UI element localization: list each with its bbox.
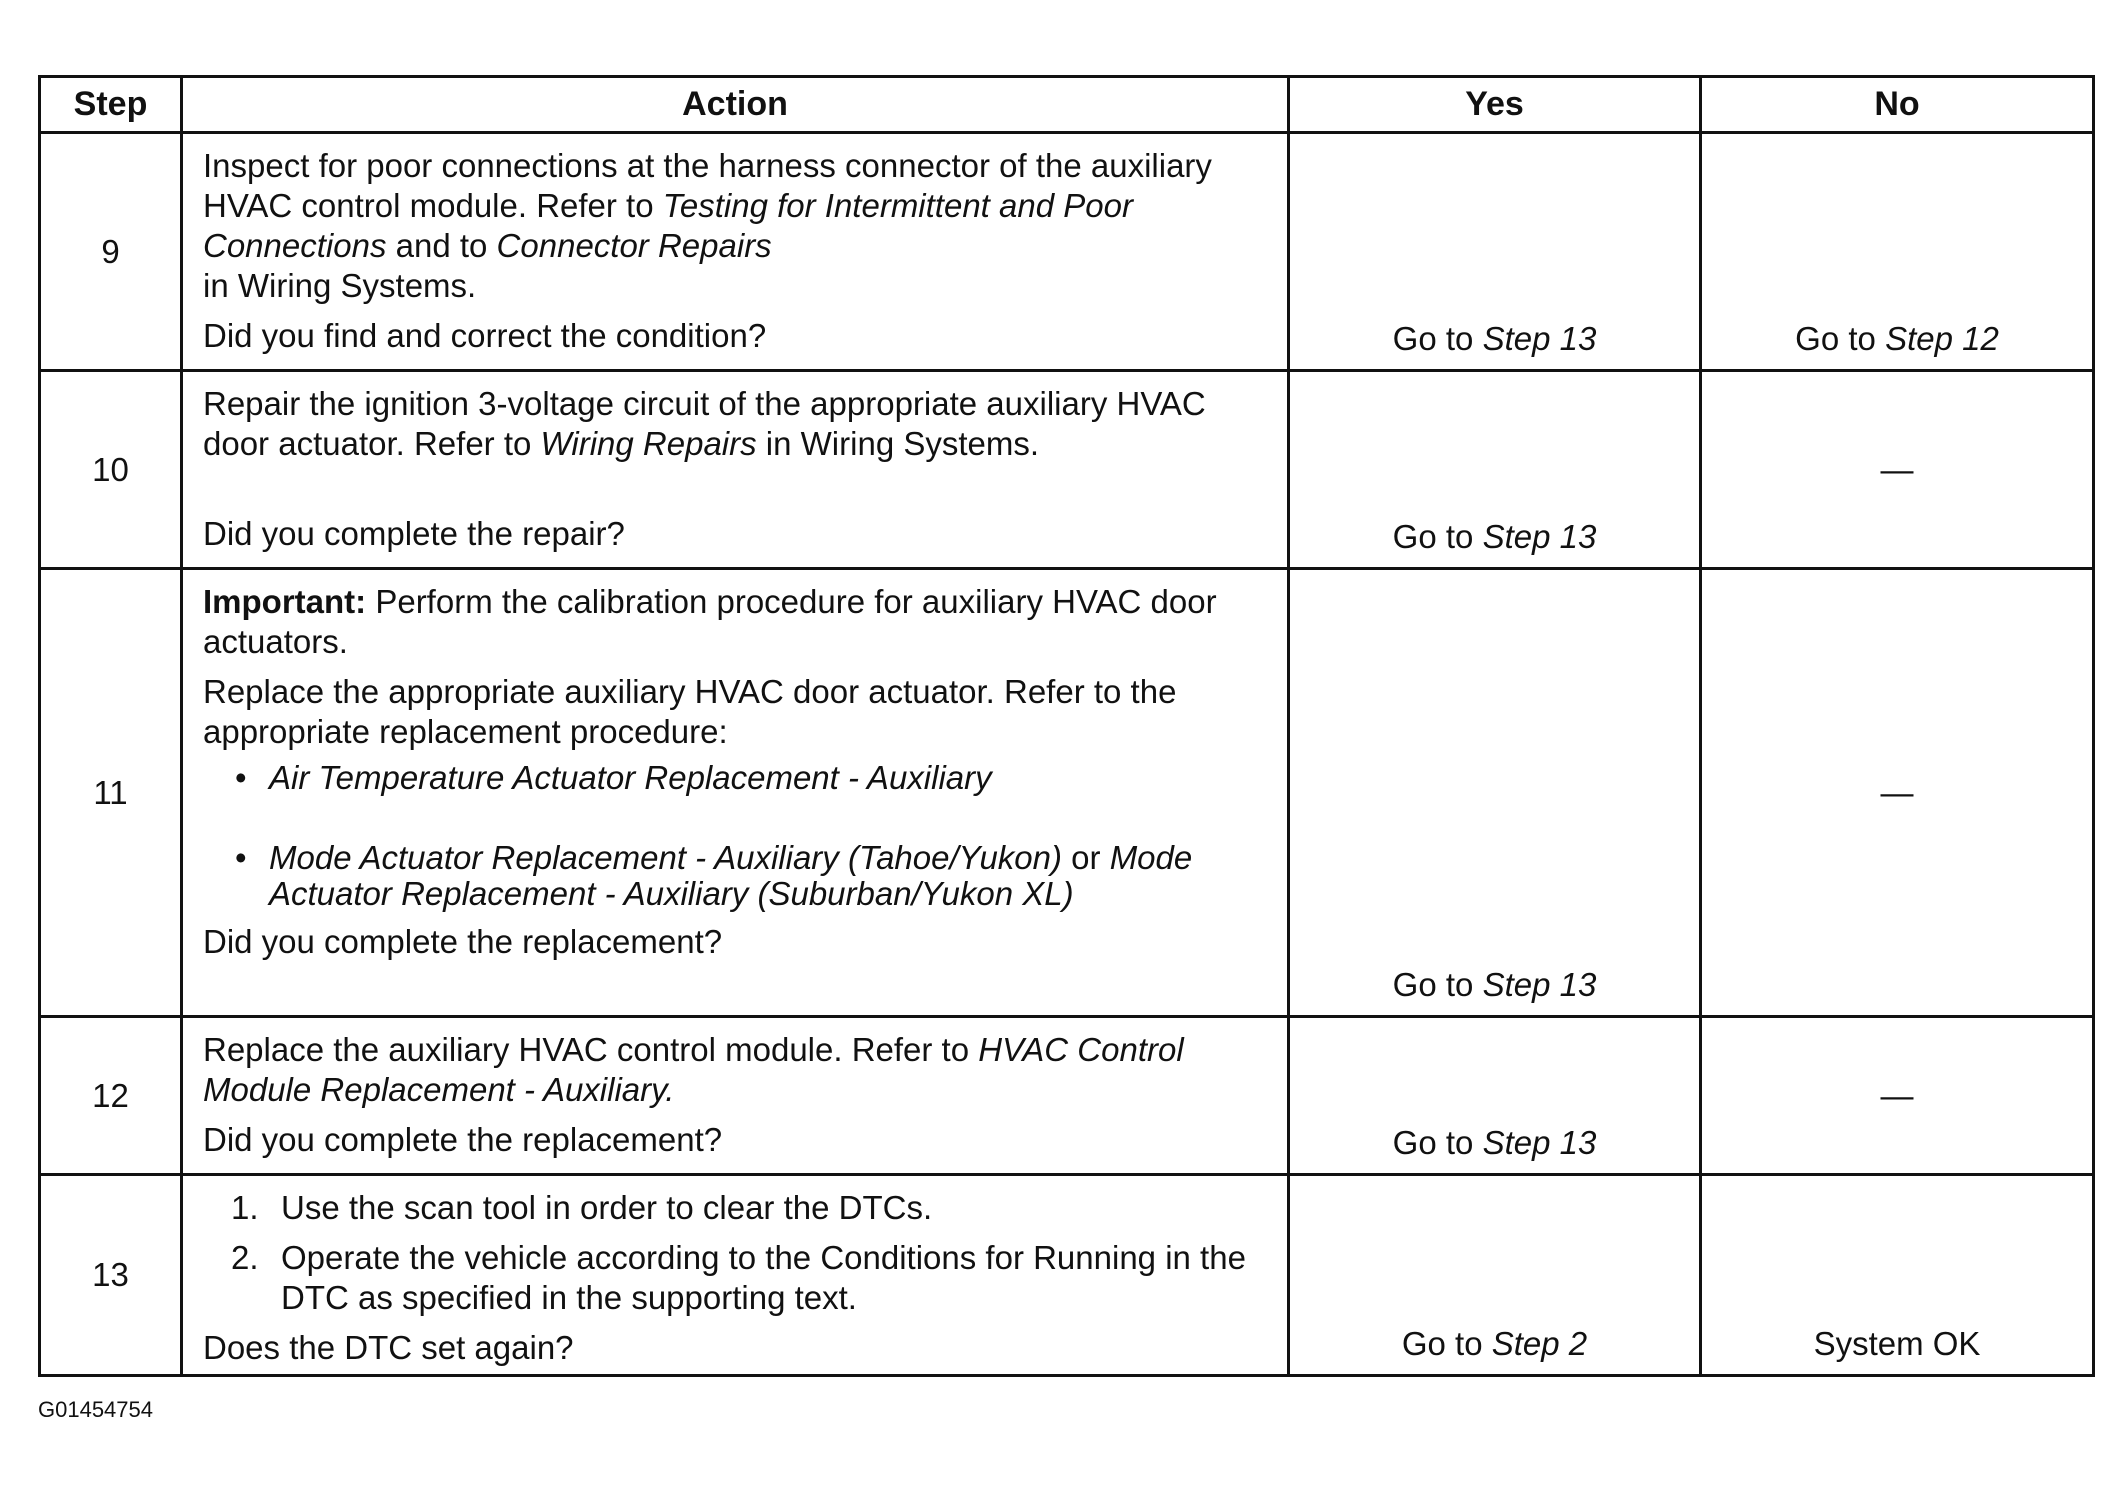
- yes-cell: [1289, 1017, 1701, 1175]
- procedure-list: [203, 760, 1273, 912]
- table-row-step-13: [40, 1175, 2094, 1376]
- header-yes: Yes: [1289, 77, 1701, 133]
- reference-link[interactable]: Air Temperature Actuator Replacement - Auxiliary: [269, 759, 992, 796]
- action-text-part: Inspect for poor connections at the harness connector of the auxiliary HVAC control module. Refer to: [203, 147, 1212, 224]
- action-text: [203, 146, 1273, 266]
- step-link[interactable]: Step 2: [1491, 1325, 1588, 1362]
- step-link[interactable]: Step 13: [1482, 966, 1597, 1003]
- step-link[interactable]: Step 13: [1482, 518, 1597, 555]
- numbered-list: [203, 1188, 1273, 1318]
- action-text-part: Repair the ignition 3-voltage circuit of the appropriate auxiliary HVAC door actuator. Refer to: [203, 385, 1206, 462]
- action-cell: [182, 569, 1289, 1017]
- yes-cell: [1289, 569, 1701, 1017]
- reference-link[interactable]: Testing for Intermittent and Poor Connections: [203, 187, 1133, 264]
- list-item: [231, 1188, 1273, 1228]
- important-label: Important:: [203, 583, 367, 620]
- figure-id: G01454754: [38, 1397, 153, 1422]
- list-item: [235, 840, 1273, 912]
- action-question: Did you find and correct the condition?: [203, 317, 767, 354]
- reference-link[interactable]: Mode Actuator Replacement - Auxiliary (Tahoe/Yukon): [269, 839, 1062, 876]
- action-question: Did you complete the repair?: [203, 515, 625, 552]
- reference-link[interactable]: Wiring Repairs: [540, 425, 757, 462]
- no-cell: [1701, 133, 2094, 371]
- step-link[interactable]: Step 13: [1482, 320, 1597, 357]
- header-row: [40, 77, 2094, 133]
- action-cell: [182, 1017, 1289, 1175]
- list-item-text: Operate the vehicle according to the Conditions for Running in the DTC as specified in the supporting text.: [281, 1239, 1246, 1316]
- list-item: [235, 760, 1273, 796]
- action-cell: [182, 371, 1289, 569]
- step-number: 13: [40, 1175, 182, 1376]
- goto-label: Go to: [1392, 1124, 1474, 1161]
- list-number: 2.: [231, 1239, 259, 1276]
- reference-link[interactable]: Mode Actuator Replacement - Auxiliary (Suburban/Yukon XL): [269, 839, 1193, 912]
- important-text: Perform the calibration procedure for auxiliary HVAC door actuators.: [203, 583, 1217, 660]
- yes-cell: [1289, 1175, 1701, 1376]
- list-number: 1.: [231, 1189, 259, 1226]
- no-cell: —: [1701, 569, 2094, 1017]
- action-question: Did you complete the replacement?: [203, 923, 723, 960]
- step-number: 9: [40, 133, 182, 371]
- header-no: No: [1701, 77, 2094, 133]
- step-number: 10: [40, 371, 182, 569]
- action-question: Does the DTC set again?: [203, 1329, 574, 1366]
- no-cell: System OK: [1701, 1175, 2094, 1376]
- diagnostic-table: [38, 75, 2095, 1377]
- yes-cell: [1289, 133, 1701, 371]
- action-cell: [182, 133, 1289, 371]
- list-item: [231, 1238, 1273, 1318]
- goto-label: Go to: [1401, 1325, 1483, 1362]
- action-text: in Wiring Systems.: [203, 267, 477, 304]
- goto-label: Go to: [1795, 320, 1876, 357]
- goto-label: Go to: [1392, 518, 1474, 555]
- step-number: 11: [40, 569, 182, 1017]
- important-note: [203, 582, 1273, 662]
- table-row-step-9: [40, 133, 2094, 371]
- action-text: [203, 1030, 1273, 1110]
- action-text-part: Replace the auxiliary HVAC control module. Refer to: [203, 1031, 979, 1068]
- action-text: [203, 384, 1273, 464]
- yes-cell: [1289, 371, 1701, 569]
- action-text-part: in Wiring Systems.: [756, 425, 1040, 462]
- table-row-step-11: [40, 569, 2094, 1017]
- step-link[interactable]: Step 13: [1482, 1124, 1597, 1161]
- step-link[interactable]: Step 12: [1885, 320, 1999, 357]
- action-text-part: and to: [386, 227, 497, 264]
- step-number: 12: [40, 1017, 182, 1175]
- no-cell: —: [1701, 371, 2094, 569]
- goto-label: Go to: [1392, 320, 1474, 357]
- header-action: Action: [182, 77, 1289, 133]
- table-row-step-12: [40, 1017, 2094, 1175]
- action-question: Did you complete the replacement?: [203, 1121, 723, 1158]
- action-cell: [182, 1175, 1289, 1376]
- action-text-part: or: [1062, 839, 1110, 876]
- list-item-text: Use the scan tool in order to clear the DTCs.: [281, 1189, 933, 1226]
- header-step: Step: [40, 77, 182, 133]
- goto-label: Go to: [1392, 966, 1474, 1003]
- reference-link[interactable]: Connector Repairs: [496, 227, 772, 264]
- reference-link[interactable]: HVAC Control Module Replacement - Auxiliary.: [203, 1031, 1184, 1108]
- no-cell: —: [1701, 1017, 2094, 1175]
- action-text: Replace the appropriate auxiliary HVAC door actuator. Refer to the appropriate replacement procedure:: [203, 673, 1177, 750]
- table-row-step-10: [40, 371, 2094, 569]
